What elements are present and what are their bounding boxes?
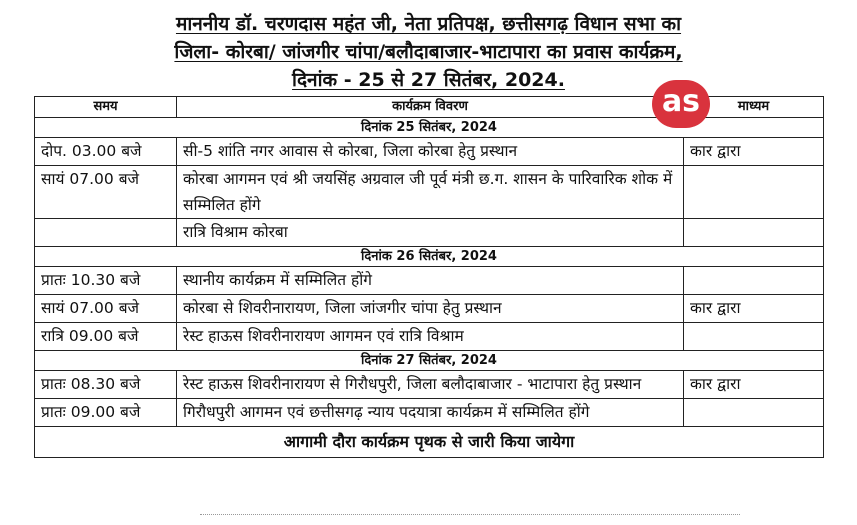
table-row	[35, 323, 824, 351]
mode-cell	[684, 267, 824, 295]
heading-line-1: माननीय डॉ. चरणदास महंत जी, नेता प्रतिपक्ष, छत्तीसगढ़ विधान सभा का	[175, 13, 682, 35]
schedule-table	[34, 96, 824, 458]
date-row	[35, 118, 824, 138]
column-header-details: कार्यक्रम विवरण	[177, 97, 684, 118]
time-cell: रात्रि 09.00 बजे	[35, 323, 177, 351]
date-row	[35, 351, 824, 371]
table-row	[35, 166, 824, 219]
time-cell: दोप. 03.00 बजे	[35, 138, 177, 166]
date-label: दिनांक 27 सितंबर, 2024	[35, 351, 824, 371]
cut-off-text-line	[200, 514, 740, 525]
time-cell	[35, 219, 177, 247]
heading-line-2: जिला- कोरबा/ जांजगीर चांपा/बलौदाबाजार-भाटापारा का प्रवास कार्यक्रम,	[174, 41, 683, 63]
mode-cell: कार द्वारा	[684, 138, 824, 166]
table-row	[35, 219, 824, 247]
date-label: दिनांक 25 सितंबर, 2024	[35, 118, 824, 138]
table-row	[35, 295, 824, 323]
mode-cell	[684, 166, 824, 219]
details-cell: रात्रि विश्राम कोरबा	[177, 219, 684, 247]
details-cell: कोरबा आगमन एवं श्री जयसिंह अग्रवाल जी पूर्व मंत्री छ.ग. शासन के पारिवारिक शोक में सम्मिलित होंगे	[177, 166, 684, 219]
time-cell: प्रातः 09.00 बजे	[35, 399, 177, 427]
details-cell: रेस्ट हाऊस शिवरीनारायण आगमन एवं रात्रि विश्राम	[177, 323, 684, 351]
mode-cell	[684, 219, 824, 247]
time-cell: सायं 07.00 बजे	[35, 295, 177, 323]
heading-line-3: दिनांक - 25 से 27 सितंबर, 2024.	[292, 69, 565, 91]
mode-cell: कार द्वारा	[684, 295, 824, 323]
mode-cell	[684, 399, 824, 427]
details-cell: कोरबा से शिवरीनारायण, जिला जांजगीर चांपा हेतु प्रस्थान	[177, 295, 684, 323]
column-header-time: समय	[35, 97, 177, 118]
table-row	[35, 138, 824, 166]
mode-cell: कार द्वारा	[684, 371, 824, 399]
column-header-mode: माध्यम	[684, 97, 824, 118]
time-cell: प्रातः 08.30 बजे	[35, 371, 177, 399]
table-row	[35, 267, 824, 295]
footer-note: आगामी दौरा कार्यक्रम पृथक से जारी किया जायेगा	[35, 427, 824, 458]
date-label: दिनांक 26 सितंबर, 2024	[35, 247, 824, 267]
table-row	[35, 371, 824, 399]
table-row	[35, 399, 824, 427]
footer-row	[35, 427, 824, 458]
mode-cell	[684, 323, 824, 351]
details-cell: स्थानीय कार्यक्रम में सम्मिलित होंगे	[177, 267, 684, 295]
time-cell: सायं 07.00 बजे	[35, 166, 177, 219]
details-cell: सी-5 शांति नगर आवास से कोरबा, जिला कोरबा हेतु प्रस्थान	[177, 138, 684, 166]
time-cell: प्रातः 10.30 बजे	[35, 267, 177, 295]
details-cell: रेस्ट हाऊस शिवरीनारायण से गिरौधपुरी, जिला बलौदाबाजार - भाटापारा हेतु प्रस्थान	[177, 371, 684, 399]
details-cell: गिरौधपुरी आगमन एवं छत्तीसगढ़ न्याय पदयात्रा कार्यक्रम में सम्मिलित होंगे	[177, 399, 684, 427]
date-row	[35, 247, 824, 267]
watermark-logo: as	[652, 80, 710, 128]
